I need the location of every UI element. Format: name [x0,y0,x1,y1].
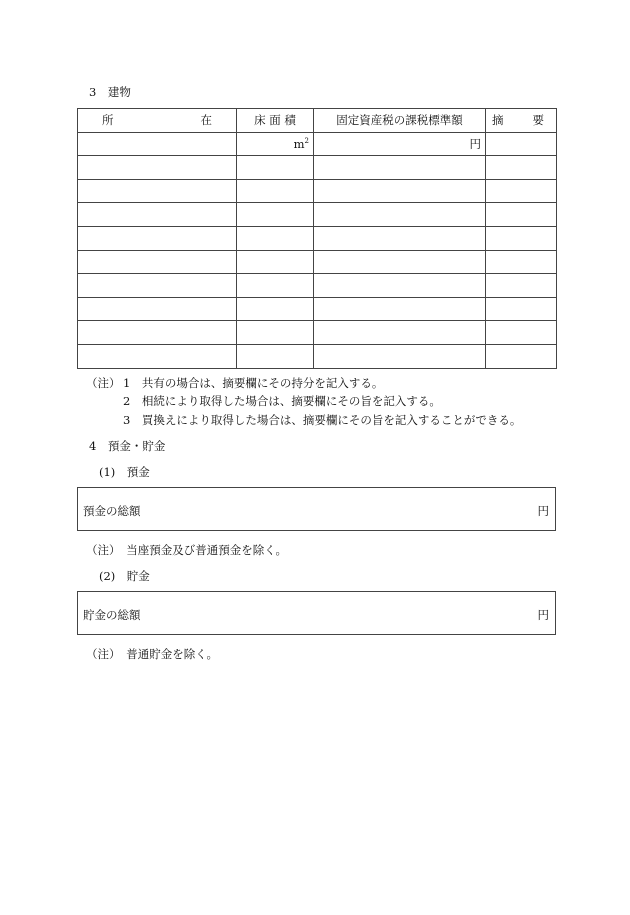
header-tax-value: 固定資産税の課税標準額 [314,109,486,133]
table-row [78,156,557,180]
cell-floor-area[interactable] [237,250,314,274]
cell-floor-area[interactable] [237,297,314,321]
savings-total-box[interactable] [77,591,556,635]
cell-location[interactable] [78,297,237,321]
cell-location[interactable] [78,132,237,156]
cell-summary[interactable] [486,344,557,368]
cell-floor-area[interactable] [237,274,314,298]
note-item-3: 3 買換えにより取得した場合は、摘要欄にその旨を記入することができる。 [123,413,522,427]
cell-tax-value[interactable] [314,297,486,321]
cell-summary[interactable] [486,250,557,274]
unit-yen: 円 [469,136,481,151]
cell-summary[interactable] [486,132,557,156]
notes-prefix: （注） [86,376,121,390]
deposit-subtitle: (1) 預金 [99,465,150,479]
table-row [78,344,557,368]
cell-location[interactable] [78,321,237,345]
cell-location[interactable] [78,203,237,227]
cell-floor-area[interactable] [237,179,314,203]
cell-floor-area[interactable] [237,226,314,250]
note-item-2: 2 相続により取得した場合は、摘要欄にその旨を記入する。 [123,394,441,408]
header-floor-area: 床 面 積 [237,109,314,133]
savings-note: （注） 普通貯金を除く。 [86,647,219,661]
cell-tax-value[interactable] [314,321,486,345]
header-location-b: 在 [200,113,212,128]
savings-total-label: 貯金の総額 [83,608,141,622]
cell-summary[interactable] [486,179,557,203]
cell-location[interactable] [78,156,237,180]
cell-summary[interactable] [486,203,557,227]
table-header-row [78,109,557,133]
cell-floor-area[interactable] [237,203,314,227]
cell-tax-value[interactable] [314,203,486,227]
cell-tax-value[interactable] [314,156,486,180]
cell-location[interactable] [78,250,237,274]
cell-floor-area[interactable] [237,321,314,345]
header-summary-a: 摘 [492,113,504,128]
cell-summary[interactable] [486,297,557,321]
table-row [78,203,557,227]
cell-location[interactable] [78,274,237,298]
cell-tax-value[interactable] [314,132,486,156]
unit-square-meter: $m^2$ [293,136,309,151]
cell-summary[interactable] [486,274,557,298]
savings-subtitle: (2) 貯金 [99,569,150,583]
cell-location[interactable] [78,344,237,368]
section3-title: 3 建物 [89,85,131,99]
note-item-1: 1 共有の場合は、摘要欄にその持分を記入する。 [123,376,384,390]
deposit-unit-yen: 円 [537,504,549,518]
table-row [78,179,557,203]
cell-floor-area[interactable] [237,132,314,156]
cell-location[interactable] [78,179,237,203]
cell-tax-value[interactable] [314,250,486,274]
table-row [78,132,557,156]
cell-floor-area[interactable] [237,344,314,368]
cell-tax-value[interactable] [314,179,486,203]
section4-title: 4 預金・貯金 [89,439,166,453]
header-location-a: 所 [102,113,114,128]
deposit-total-box[interactable] [77,487,556,531]
cell-summary[interactable] [486,321,557,345]
table-row [78,297,557,321]
cell-tax-value[interactable] [314,344,486,368]
cell-location[interactable] [78,226,237,250]
cell-tax-value[interactable] [314,226,486,250]
table-row [78,274,557,298]
building-table [77,108,557,369]
table-row [78,321,557,345]
cell-summary[interactable] [486,226,557,250]
table-row [78,226,557,250]
cell-tax-value[interactable] [314,274,486,298]
header-location [78,109,237,133]
header-summary-b: 要 [532,113,544,128]
table-row [78,250,557,274]
cell-summary[interactable] [486,156,557,180]
deposit-note: （注） 当座預金及び普通預金を除く。 [86,543,288,557]
header-summary [486,109,557,133]
cell-floor-area[interactable] [237,156,314,180]
savings-unit-yen: 円 [537,608,549,622]
deposit-total-label: 預金の総額 [83,504,141,518]
